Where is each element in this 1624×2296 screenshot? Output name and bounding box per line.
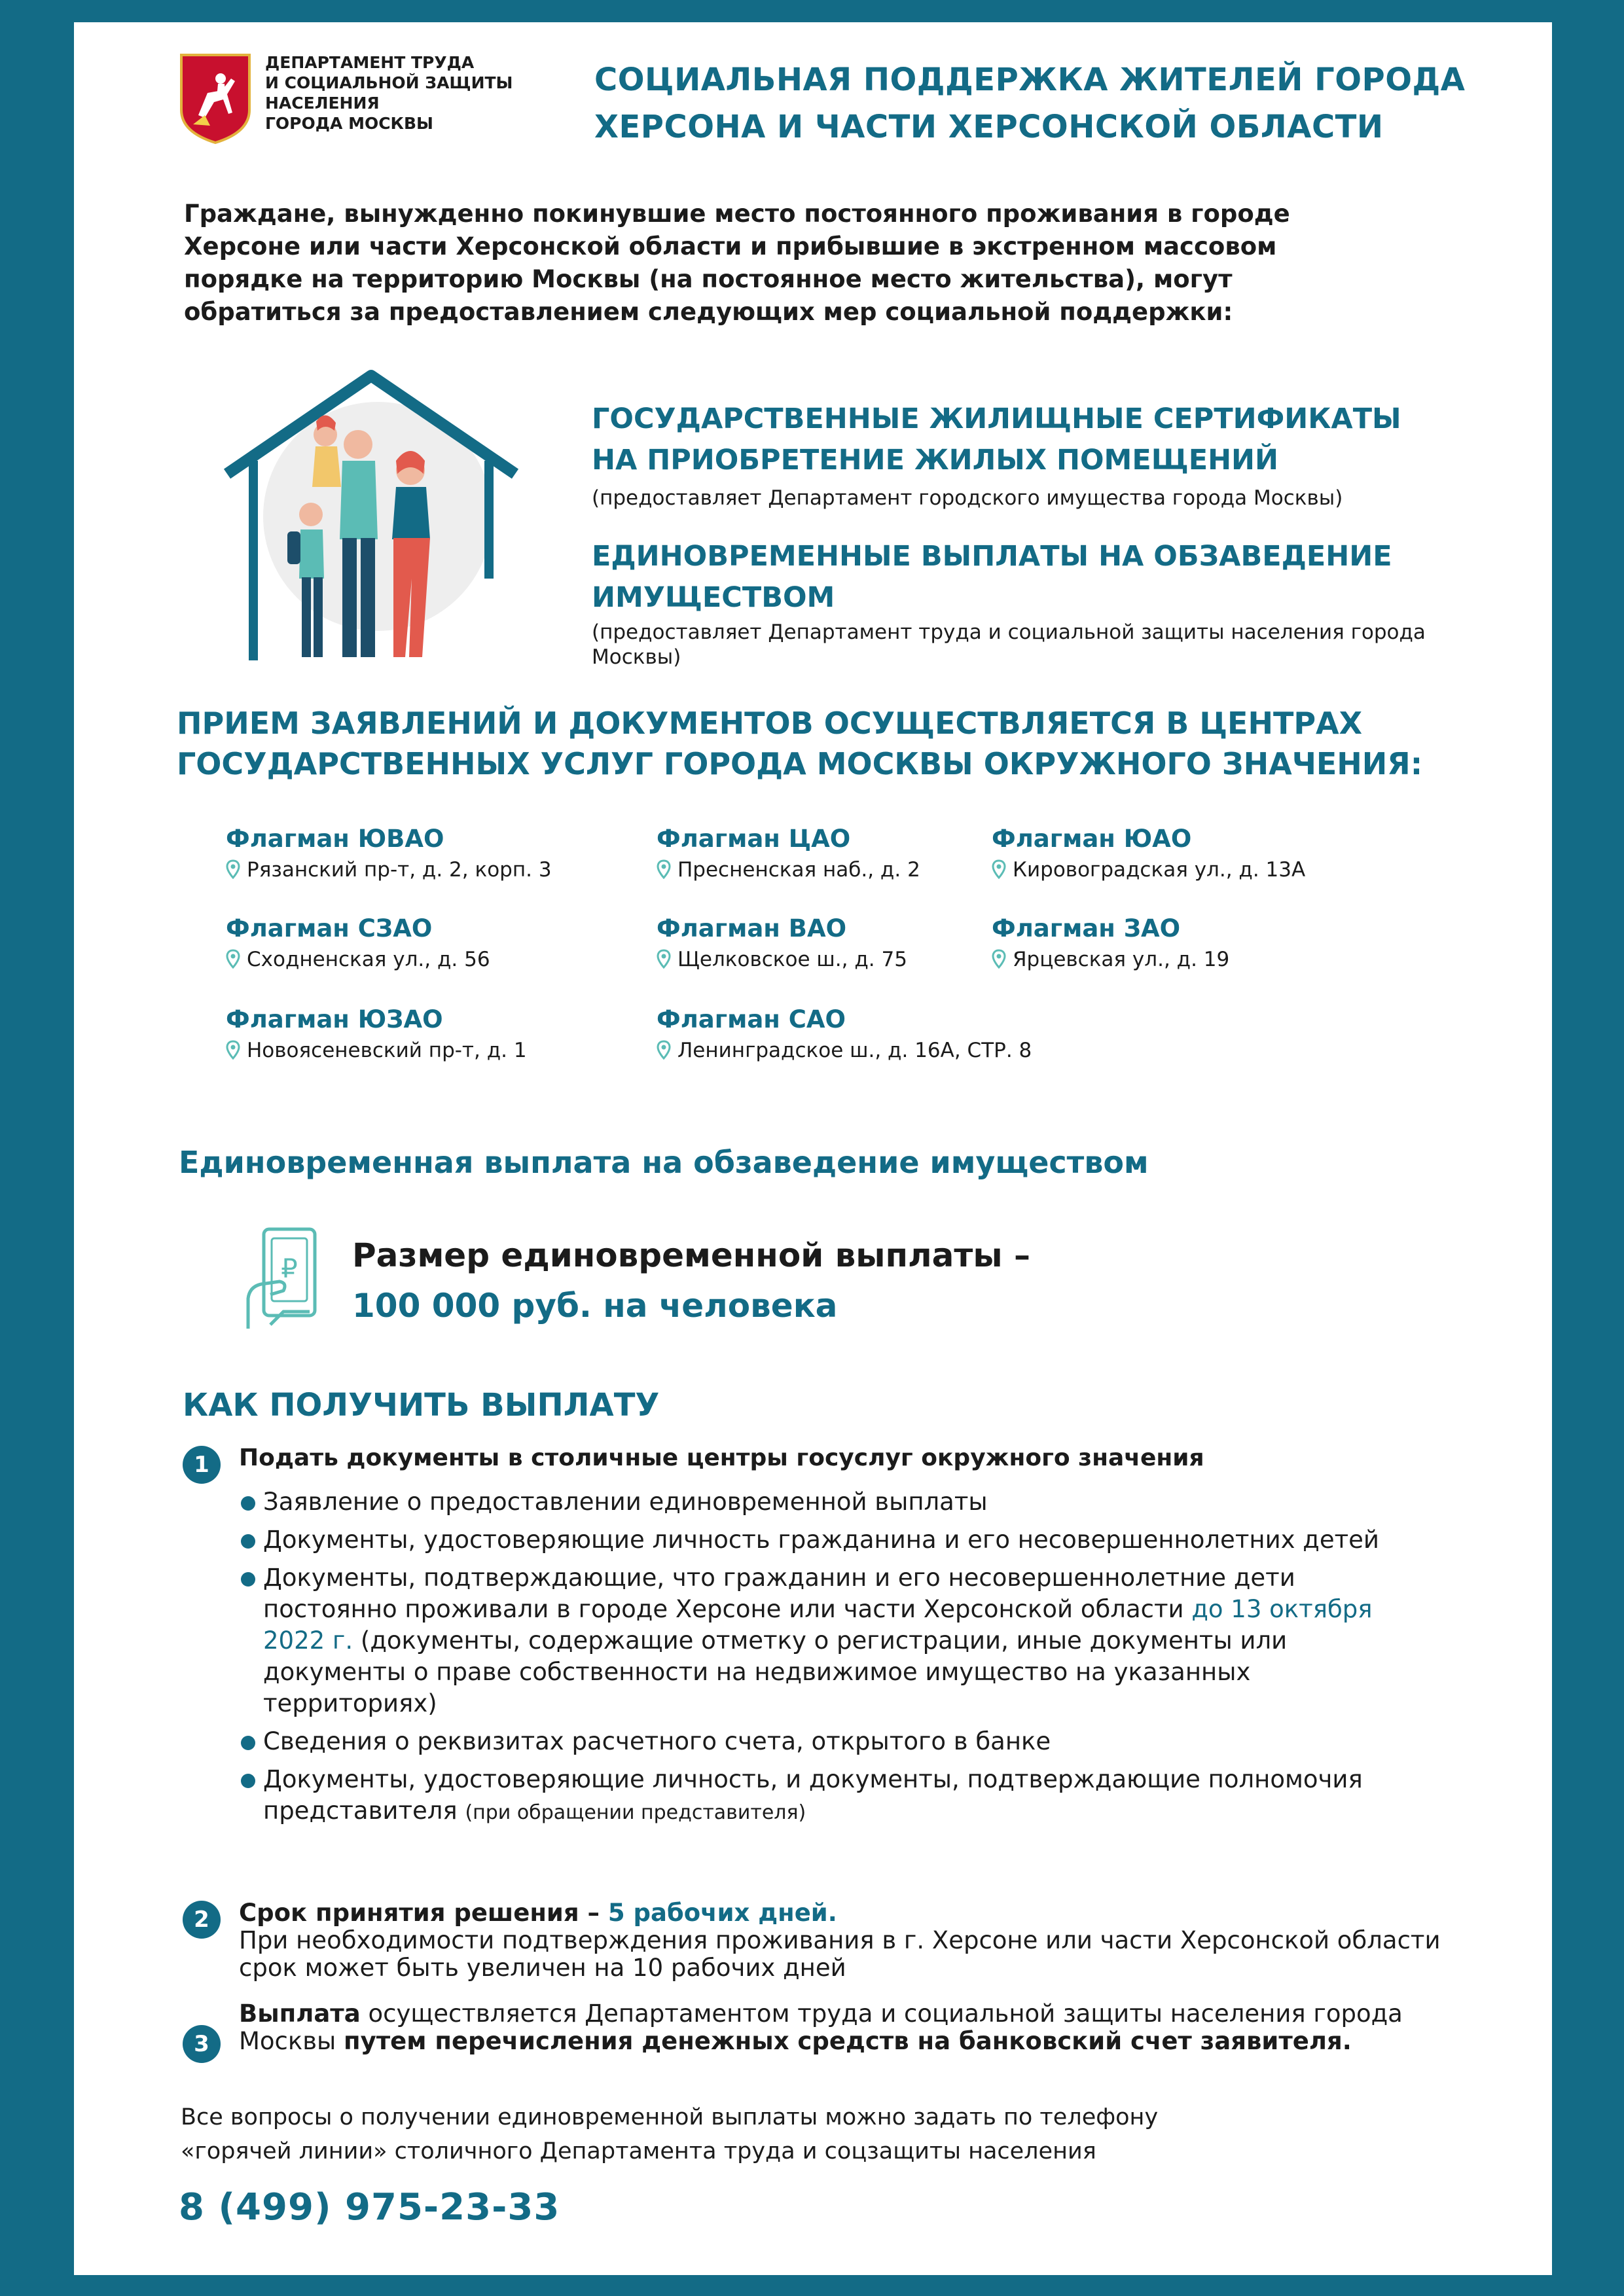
- dept-line: НАСЕЛЕНИЯ: [265, 94, 380, 113]
- center-yuvao: [226, 825, 552, 882]
- page-title-line: СОЦИАЛЬНАЯ ПОДДЕРЖКА ЖИТЕЛЕЙ ГОРОДА: [594, 62, 1466, 98]
- center-address: [657, 858, 920, 882]
- page-title: [594, 56, 1465, 151]
- document-note: (при обращении представителя): [465, 1801, 806, 1824]
- document-text: (документы, содержащие отметку о регистрации, иные документы или документы о праве собственности на недвижимое имущество на указанных территориях): [263, 1626, 1288, 1717]
- decision-term-value: 5 рабочих дней.: [607, 1899, 837, 1927]
- center-szao: [226, 914, 490, 971]
- center-address: [226, 858, 552, 882]
- center-sao: [657, 1005, 1032, 1062]
- document-text: Документы, удостоверяющие личность, и документы, подтверждающие полномочия представителя: [263, 1765, 1363, 1825]
- how-to-get-heading: КАК ПОЛУЧИТЬ ВЫПЛАТУ: [183, 1387, 660, 1424]
- location-pin-icon: [226, 949, 240, 969]
- accept-line: ГОСУДАРСТВЕННЫХ УСЛУГ ГОРОДА МОСКВЫ ОКРУЖНОГО ЗНАЧЕНИЯ:: [177, 746, 1423, 781]
- intro-line: обратиться за предоставлением следующих мер социальной поддержки:: [184, 298, 1233, 326]
- payment-bold-text: путем перечисления денежных средств на банковский счет заявителя.: [344, 2027, 1352, 2055]
- center-address: [226, 1039, 527, 1062]
- center-name: Флагман САО: [657, 1005, 846, 1033]
- document-text: Документы, подтверждающие, что гражданин и его несовершеннолетние дети постоянно проживали в городе Херсоне или части Херсонской области: [263, 1564, 1295, 1623]
- document-list-item: [241, 1764, 1406, 1829]
- center-address-text: Ленинградское ш., д. 16А, СТР. 8: [677, 1039, 1032, 1062]
- center-address-text: Пресненская наб., д. 2: [677, 858, 920, 882]
- dept-line: И СОЦИАЛЬНОЙ ЗАЩИТЫ: [265, 73, 513, 92]
- center-address-text: Сходненская ул., д. 56: [247, 948, 490, 971]
- center-address: [657, 948, 907, 971]
- intro-line: Граждане, вынужденно покинувшие место постоянного проживания в городе: [184, 200, 1290, 228]
- center-address: [992, 858, 1305, 882]
- page-title-line: ХЕРСОНА И ЧАСТИ ХЕРСОНСКОЙ ОБЛАСТИ: [594, 109, 1384, 145]
- center-name: Флагман ЦАО: [657, 825, 851, 853]
- center-address-text: Щелковское ш., д. 75: [677, 948, 907, 971]
- step-number-badge: 2: [183, 1901, 221, 1939]
- decision-term-label: Срок принятия решения –: [239, 1899, 608, 1927]
- measure-payment-note: (предоставляет Департамент труда и социальной защиты населения города Москвы): [592, 620, 1426, 669]
- location-pin-icon: [226, 1040, 240, 1060]
- hotline-phone-number[interactable]: 8 (499) 975-23-33: [179, 2186, 560, 2229]
- measure-housing-note: (предоставляет Департамент городского имущества города Москвы): [592, 486, 1343, 510]
- center-address-text: Ярцевская ул., д. 19: [1013, 948, 1230, 971]
- hotline-info: [181, 2100, 1158, 2168]
- document-list-item: Сведения о реквизитах расчетного счета, открытого в банке: [241, 1726, 1406, 1757]
- family-house-illustration: [214, 363, 528, 673]
- phone-payment-icon: [244, 1227, 329, 1334]
- measure-title-line: ЕДИНОВРЕМЕННЫЕ ВЫПЛАТЫ НА ОБЗАВЕДЕНИЕ: [592, 540, 1392, 573]
- center-address-text: Новоясеневский пр-т, д. 1: [247, 1039, 527, 1062]
- center-name: Флагман ЮЗАО: [226, 1005, 443, 1033]
- intro-line: порядке на территорию Москвы (на постоянное место жительства), могут: [184, 265, 1233, 293]
- payment-title: Единовременная выплата на обзаведение имуществом: [179, 1145, 1149, 1180]
- location-pin-icon: [226, 859, 240, 879]
- step3-text: [239, 2000, 1450, 2055]
- hotline-line: «горячей линии» столичного Департамента труда и соцзащиты населения: [181, 2138, 1096, 2164]
- accept-heading: [177, 703, 1422, 784]
- center-address: [992, 948, 1229, 971]
- document-list-item: [241, 1562, 1406, 1719]
- step-number-badge: 1: [183, 1446, 221, 1484]
- measure-title-line: ГОСУДАРСТВЕННЫЕ ЖИЛИЩНЫЕ СЕРТИФИКАТЫ: [592, 403, 1401, 435]
- accept-line: ПРИЕМ ЗАЯВЛЕНИЙ И ДОКУМЕНТОВ ОСУЩЕСТВЛЯЕТСЯ В ЦЕНТРАХ: [177, 706, 1363, 741]
- center-address: [657, 1039, 1032, 1062]
- dept-line: ГОРОДА МОСКВЫ: [265, 114, 433, 133]
- step2-text: [239, 1899, 1450, 1982]
- center-name: Флагман ЗАО: [992, 914, 1181, 942]
- hotline-line: Все вопросы о получении единовременной выплаты можно задать по телефону: [181, 2104, 1159, 2130]
- center-yuao: [992, 825, 1305, 882]
- measure-housing-title: [592, 399, 1401, 481]
- location-pin-icon: [992, 949, 1006, 969]
- document-list-item: Заявление о предоставлении единовременной выплаты: [241, 1486, 1406, 1518]
- document-list-item: Документы, удостоверяющие личность гражданина и его несовершеннолетних детей: [241, 1524, 1406, 1556]
- department-name: [265, 52, 513, 134]
- center-name: Флагман ЮВАО: [226, 825, 444, 853]
- center-tsao: [657, 825, 920, 882]
- intro-line: Херсоне или части Херсонской области и прибывшие в экстренном массовом: [184, 232, 1277, 260]
- center-address: [226, 948, 490, 971]
- svg-text:₽: ₽: [281, 1254, 298, 1284]
- payment-amount-value: 100 000 руб. на человека: [352, 1287, 838, 1325]
- step-number-badge: 3: [183, 2025, 221, 2063]
- payment-bold-text: Выплата: [239, 2000, 361, 2028]
- center-name: Флагман ЮАО: [992, 825, 1192, 853]
- intro-text: [184, 198, 1460, 329]
- center-name: Флагман СЗАО: [226, 914, 433, 942]
- measure-payment-title: [592, 536, 1392, 619]
- dept-line: ДЕПАРТАМЕНТ ТРУДА: [265, 53, 475, 72]
- location-pin-icon: [657, 1040, 671, 1060]
- center-zao: [992, 914, 1229, 971]
- decision-term-note: При необходимости подтверждения проживания в г. Херсоне или части Херсонской области срок может быть увеличен на 10 рабочих дней: [239, 1926, 1441, 1982]
- measure-title-line: ИМУЩЕСТВОМ: [592, 581, 835, 614]
- center-yuzao: [226, 1005, 527, 1062]
- location-pin-icon: [657, 949, 671, 969]
- center-name: Флагман ВАО: [657, 914, 847, 942]
- center-address-text: Рязанский пр-т, д. 2, корп. 3: [247, 858, 552, 882]
- moscow-coat-of-arms-logo: [179, 52, 252, 147]
- payment-text: осуществляется Департаментом труда и социальной защиты населения города Москвы: [239, 2000, 1403, 2055]
- location-pin-icon: [992, 859, 1006, 879]
- poster-sheet: [74, 22, 1552, 2275]
- location-pin-icon: [657, 859, 671, 879]
- measure-title-line: НА ПРИОБРЕТЕНИЕ ЖИЛЫХ ПОМЕЩЕНИЙ: [592, 444, 1279, 476]
- step1-document-list: [241, 1486, 1406, 1835]
- deadline-date: до 13 октября 2022 г.: [263, 1595, 1373, 1655]
- step1-title: Подать документы в столичные центры госуслуг окружного значения: [239, 1444, 1204, 1471]
- center-address-text: Кировоградская ул., д. 13А: [1013, 858, 1306, 882]
- payment-amount-label: Размер единовременной выплаты –: [352, 1236, 1031, 1274]
- center-vao: [657, 914, 907, 971]
